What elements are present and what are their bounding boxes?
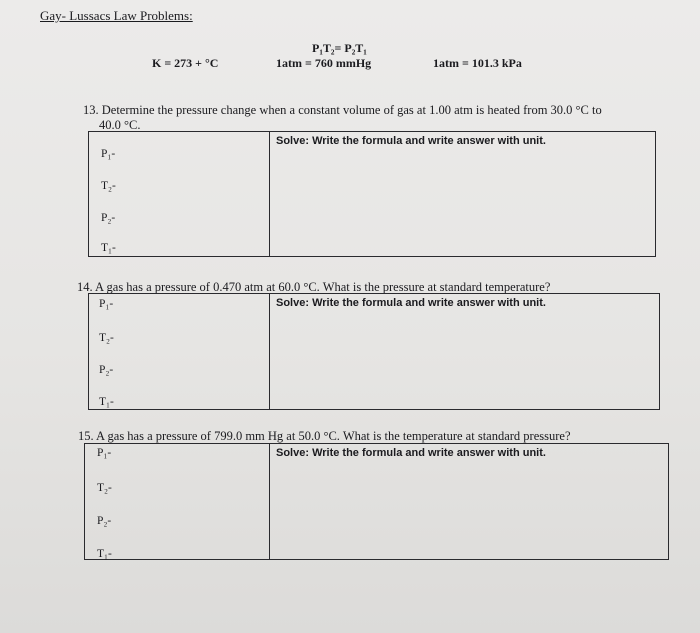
problem-14-answer-box[interactable] bbox=[88, 293, 660, 410]
gay-lussac-formula: P₁T₂= P₂T₁ bbox=[312, 41, 367, 55]
problem-13-line-2: 40.0 °C. bbox=[99, 118, 141, 132]
problem-15-column-divider bbox=[269, 444, 270, 559]
problem-13-t2-label: T₂- bbox=[101, 180, 116, 192]
kelvin-formula: K = 273 + °C bbox=[152, 56, 219, 70]
problem-13-p1-label: P₁- bbox=[101, 148, 116, 160]
problem-15-solve-instruction: Solve: Write the formula and write answer with unit. bbox=[276, 447, 546, 459]
problem-14-t1-label: T₁- bbox=[99, 396, 114, 408]
problem-13-solve-instruction: Solve: Write the formula and write answer with unit. bbox=[276, 135, 546, 147]
problem-13-line-1: 13. Determine the pressure change when a constant volume of gas at 1.00 atm is heated from 30.0 °C to bbox=[83, 103, 602, 117]
problem-15-answer-box[interactable] bbox=[84, 443, 669, 560]
problem-13-text bbox=[83, 103, 602, 133]
problem-13-answer-box[interactable] bbox=[88, 131, 656, 257]
problem-15-p2-label: P₂- bbox=[97, 515, 112, 527]
atm-mmhg-conversion: 1atm = 760 mmHg bbox=[276, 56, 372, 70]
problem-14-p2-label: P₂- bbox=[99, 364, 114, 376]
problem-14-solve-instruction: Solve: Write the formula and write answer with unit. bbox=[276, 297, 546, 309]
problem-15-text: 15. A gas has a pressure of 799.0 mm Hg at 50.0 °C. What is the temperature at standard pressure? bbox=[78, 429, 571, 443]
problem-13-t1-label: T₁- bbox=[101, 242, 116, 254]
atm-kpa-conversion: 1atm = 101.3 kPa bbox=[433, 56, 522, 70]
worksheet-title: Gay- Lussacs Law Problems: bbox=[40, 8, 193, 23]
problem-15-p1-label: P₁- bbox=[97, 447, 112, 459]
problem-13-p2-label: P₂- bbox=[101, 212, 116, 224]
problem-14-p1-label: P₁- bbox=[99, 298, 114, 310]
problem-15-t1-label: T₁- bbox=[97, 548, 112, 560]
problem-13-column-divider bbox=[269, 132, 270, 256]
problem-14-t2-label: T₂- bbox=[99, 332, 114, 344]
problem-14-text: 14. A gas has a pressure of 0.470 atm at 60.0 °C. What is the pressure at standard temperature? bbox=[77, 280, 551, 294]
problem-15-t2-label: T₂- bbox=[97, 482, 112, 494]
problem-14-column-divider bbox=[269, 294, 270, 409]
